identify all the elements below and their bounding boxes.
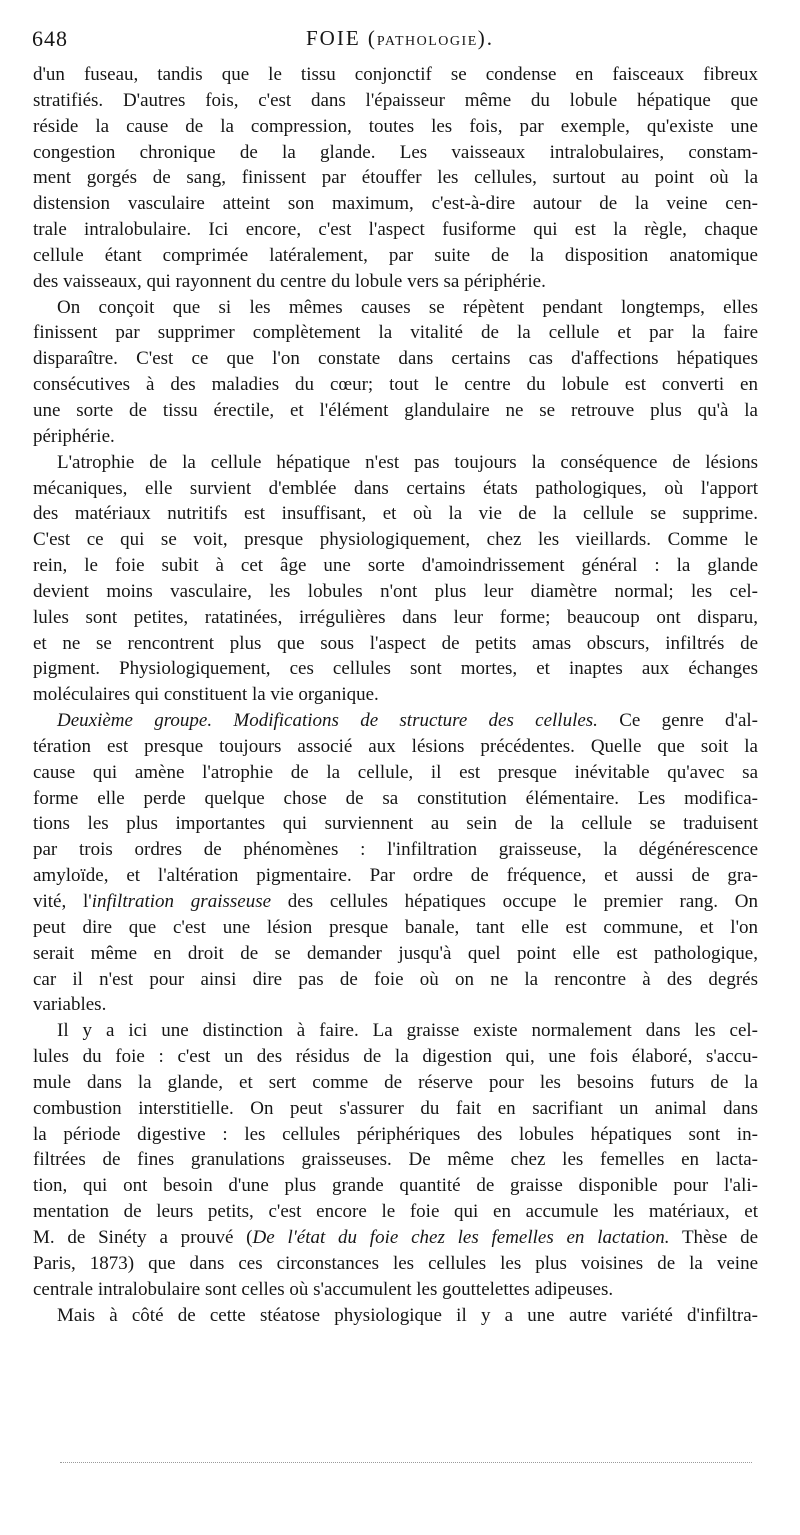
text-line: car il n'est pour ainsi dire pas de foie où on ne la rencontre à des degrés [33, 968, 758, 990]
text-line: réside la cause de la compression, toutes les fois, par exemple, qu'existe une [33, 115, 758, 137]
text-run [212, 710, 233, 731]
text-line: lules sont petites, ratatinées, irrégulières dans leur forme; beaucoup ont disparu, [33, 606, 758, 628]
text-run: Thèse de [669, 1226, 759, 1248]
running-title: FOIE (PATHOLOGIE). [306, 26, 494, 50]
text-line: ment gorgés de sang, finissent par étouffer les cellules, surtout au point où la [33, 167, 758, 189]
text-line: mule dans la glande, et sert comme de réserve pour les besoins futurs de la [33, 1071, 758, 1093]
italic-text: infiltration graisseuse [91, 891, 272, 912]
body-text [33, 62, 758, 1328]
running-title-section: PATHOLOGIE [376, 34, 478, 49]
text-line: disparaître. C'est ce que l'on constate dans certains cas d'affections hépatiques [33, 348, 758, 370]
text-line: devient moins vasculaire, les lobules n'ont plus leur diamètre normal; les cel- [33, 580, 758, 602]
text-line: trale intralobulaire. Ici encore, c'est l'aspect fusiforme qui est la règle, chaque [33, 219, 758, 241]
italic-text: Deuxième groupe. [57, 710, 213, 732]
text-line: la période digestive : les cellules périphériques des lobules hépatiques sont in- [33, 1123, 758, 1145]
text-line: C'est ce qui se voit, presque physiologiquement, chez les vieillards. Comme le [33, 529, 758, 551]
text-line: tération est presque toujours associé aux lésions précédentes. Quelle que soit la [33, 735, 758, 757]
text-line: combustion interstitielle. On peut s'assurer du fait en sacrifiant un animal dans [33, 1097, 758, 1119]
italic-text: Modifications de structure des cellules. [233, 710, 598, 732]
text-line: congestion chronique de la glande. Les vaisseaux intralobulaires, constam- [33, 141, 758, 163]
text-line: par trois ordres de phénomènes : l'infiltration graisseuse, la dégénérescence [33, 839, 758, 861]
running-header [32, 26, 768, 56]
text-line: finissent par supprimer complètement la vitalité de la cellule et par la faire [33, 322, 758, 344]
text-line: peut dire que c'est une lésion presque banale, tant elle est commune, et l'on [33, 916, 758, 938]
text-line: mécaniques, elle survient d'emblée dans certains états pathologiques, où l'apport [33, 477, 758, 499]
text-line: une sorte de tissu érectile, et l'élément glandulaire ne se retrouve plus qu'à la [33, 399, 758, 421]
text-line [33, 889, 758, 915]
text-line: On conçoit que si les mêmes causes se répètent pendant longtemps, elles [57, 296, 758, 318]
text-line: stratifiés. D'autres fois, c'est dans l'épaisseur même du lobule hépatique que [33, 89, 758, 111]
text-line: et ne se rencontrent plus que sous l'aspect de petits amas obscurs, infiltrés de [33, 632, 758, 654]
text-line: amyloïde, et l'altération pigmentaire. Par ordre de fréquence, et aussi de gra- [33, 865, 758, 887]
text-line: des matériaux nutritifs est insuffisant, et où la vie de la cellule se supprime. [33, 503, 758, 525]
text-line: serait même en droit de se demander jusqu'à quel point elle est pathologique, [33, 942, 758, 964]
running-title-main: FOIE [306, 26, 361, 50]
footer-dotted-rule [60, 1462, 752, 1463]
text-line: Paris, 1873) que dans ces circonstances les cellules les plus voisines de la veine [33, 1252, 758, 1274]
text-line: L'atrophie de la cellule hépatique n'est pas toujours la conséquence de lésions [57, 451, 758, 473]
text-line: tions les plus importantes qui surviennent au sein de la cellule se traduisent [33, 813, 758, 835]
text-line: mentation de leurs petits, c'est encore le foie qui en accumule les matériaux, et [33, 1201, 758, 1223]
text-line: périphérie. [33, 425, 115, 447]
text-run: vité, l' [33, 891, 92, 912]
text-line: d'un fuseau, tandis que le tissu conjonctif se condense en faisceaux fibreux [33, 64, 758, 85]
text-line: moléculaires qui constituent la vie organique. [33, 684, 379, 706]
text-line: Il y a ici une distinction à faire. La graisse existe normalement dans les cel- [57, 1020, 758, 1042]
text-line: variables. [33, 994, 107, 1016]
text-line: distension vasculaire atteint son maximum, c'est-à-dire autour de la veine cen- [33, 193, 758, 215]
text-line: filtrées de fines granulations graisseuses. De même chez les femelles en lacta- [33, 1149, 758, 1171]
page-number: 648 [32, 26, 68, 51]
text-line: tion, qui ont besoin d'une plus grande quantité de graisse disponible pour l'ali- [33, 1175, 758, 1197]
text-line: rein, le foie subit à cet âge une sorte d'amoindrissement général : la glande [33, 555, 758, 577]
text-line: des vaisseaux, qui rayonnent du centre du lobule vers sa périphérie. [33, 270, 546, 292]
text-run: Ce genre d'al- [597, 710, 759, 732]
text-run: M. de Sinéty a prouvé ( [33, 1226, 253, 1248]
text-line: cellule étant comprimée latéralement, par suite de la disposition anatomique [33, 244, 758, 266]
text-line: cause qui amène l'atrophie de la cellule, il est presque inévitable qu'avec sa [33, 761, 758, 783]
italic-text: De l'état du foie chez les femelles en lactation. [252, 1226, 670, 1248]
text-line: forme elle perde quelque chose de sa constitution élémentaire. Les modifica- [33, 787, 758, 809]
text-line [33, 1225, 758, 1251]
text-line: lules du foie : c'est un des résidus de la digestion qui, une fois élaboré, s'accu- [33, 1046, 758, 1068]
text-line: Mais à côté de cette stéatose physiologique il y a une autre variété d'infiltra- [57, 1304, 758, 1326]
text-line: centrale intralobulaire sont celles où s'accumulent les gouttelettes adipeuses. [33, 1278, 614, 1300]
text-run: des cellules hépatiques occupe le premier rang. On [271, 891, 758, 912]
text-line [33, 708, 758, 734]
text-line: pigment. Physiologiquement, ces cellules sont mortes, et inaptes aux échanges [33, 658, 758, 680]
text-line: consécutives à des maladies du cœur; tout le centre du lobule est converti en [33, 374, 758, 396]
